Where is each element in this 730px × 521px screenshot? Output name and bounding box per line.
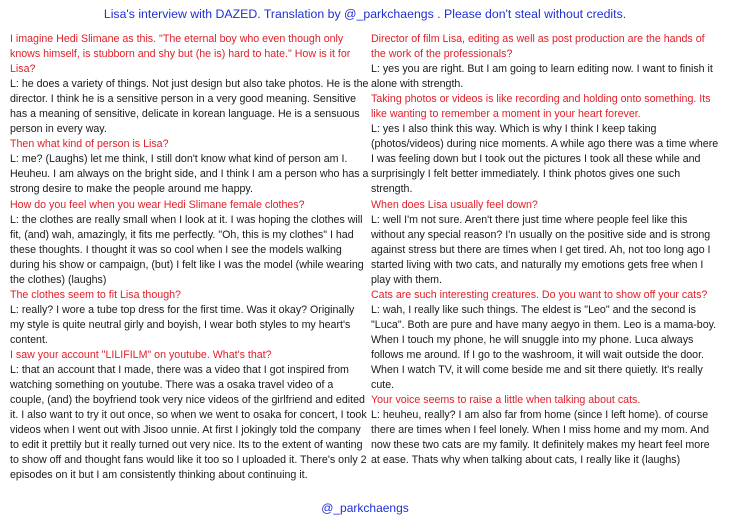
answer: L: that an account that I made, there was a video that I got inspired from watching something on youtube. There was a osaka travel video of a couple, (and) the boyfriend took very nice videos of the girlfriend and edited it. I also want to try it out once, so when we went to osaka for concert, I took videos when I went out with Jisoo unnie. At first I jokingly told the company to edit it prettily but it really turned out very nice. Its to the extent of wanting to show off and thought fans would like it too so I uploaded it. There's only 2 episodes on it but I am consistently thinking about continuing it.	[10, 364, 367, 482]
question: Your voice seems to raise a little when talking about cats.	[371, 394, 641, 407]
left-column	[10, 32, 369, 483]
page-title: Lisa's interview with DAZED. Translation by @_parkchaengs . Please don't steal without credits.	[103, 7, 627, 21]
question: The clothes seem to fit Lisa though?	[10, 288, 181, 301]
credit-footer: @_parkchaengs	[321, 501, 409, 515]
answer: L: wah, I really like such things. The eldest is "Leo" and the second is "Luca". Both are pure and have many aegyo in them. Leo is a mama-boy. When I touch my phone, he will snuggle into my phone. Luca always follows me around. If I go to the washroom, it will wait outside the door. When I watch TV, it will come beside me and sit there quietly. It's really cute.	[371, 303, 717, 392]
answer: L: well I'm not sure. Aren't there just time where people feel like this without any special reason? I'n usually on the positive side and is strong against stress but there are times when I get tired. Ah, not too long ago I started living with two cats, and naturally my emotions gets free when I play with them.	[371, 213, 711, 286]
question: I saw your account "LILIFILM" on youtube. What's that?	[10, 348, 272, 361]
right-column	[371, 32, 720, 483]
answer: L: yes I also think this way. Which is why I think I keep taking (photos/videos) during nice moments. A while ago there was a time where I was feeling down but I took out the pictures I took all these while and surprisingly I felt better immediately. I think photos gives one such strength.	[371, 123, 719, 196]
question: When does Lisa usually feel down?	[371, 198, 538, 211]
question: How do you feel when you wear Hedi Slimane female clothes?	[10, 198, 305, 211]
question: Director of film Lisa, editing as well as post production are the hands of the work of the professionals?	[371, 33, 705, 61]
answer: L: he does a variety of things. Not just design but also take photos. He is the director. I think he is a sensitive person in a very good meaning. Sensitive has a meaning of sensitive, delicate in korean language. He is a sensuous person in every way.	[10, 78, 369, 136]
answer: L: yes you are right. But I am going to learn editing now. I want to finish it alone with strength.	[371, 63, 713, 91]
question: Cats are such interesting creatures. Do you want to show off your cats?	[371, 288, 708, 301]
answer: L: me? (Laughs) let me think, I still don't know what kind of person am I. Heuheu. I am always on the bright side, and I think I am a person who has a strong desire to make the people around me happy.	[10, 153, 369, 196]
answer: L: the clothes are really small when I look at it. I was hoping the clothes will fit, (and) wah, amazingly, it fits me perfectly. "Oh, this is my clothes" I had these thoughts. I thought it was so cool when I see the models walking during his show or campaign, (but) I felt like I was the model (while wearing the clothes) (laughs)	[10, 213, 364, 286]
question: Taking photos or videos is like recording and holding onto something. Its like wanting to remember a moment in your heart forever.	[371, 93, 711, 121]
question: Then what kind of person is Lisa?	[10, 138, 169, 151]
answer: L: heuheu, really? I am also far from home (since I left home). of course there are times when I feel lonely. When I miss home and my mom. And now these two cats are my family. It definitely makes my heart feel more at ease. Thats why when talking about cats, I really like it (laughs)	[371, 409, 710, 467]
interview-columns	[10, 32, 720, 483]
answer: L: really? I wore a tube top dress for the first time. Was it okay? Originally my style is quite neutral girly and boyish, I wear both styles to my heart's content.	[10, 303, 355, 346]
question: I imagine Hedi Slimane as this. "The eternal boy who even though only knows himself, is stubborn and shy but (he is) hard to hate." How is it for Lisa?	[10, 33, 351, 76]
